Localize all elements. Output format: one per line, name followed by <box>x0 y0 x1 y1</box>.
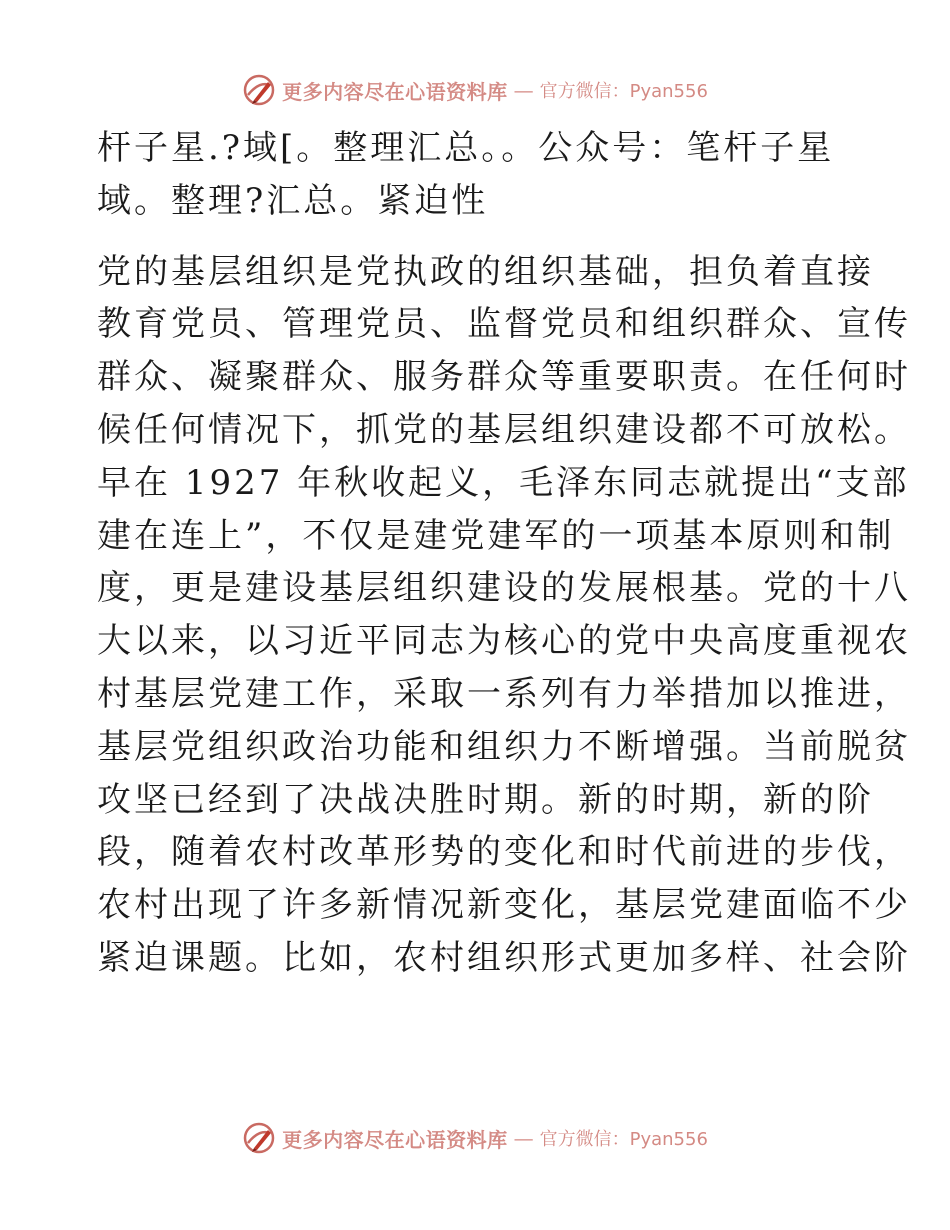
paragraph-line: 候任何情况下，抓党的基层组织建设都不可放松。 <box>97 409 911 450</box>
paragraph-line: 农村出现了许多新情况新变化，基层党建面临不少 <box>97 885 911 926</box>
paragraph-line: 段，随着农村改革形势的变化和时代前进的步伐， <box>97 832 911 873</box>
paragraph-line: 教育党员、管理党员、监督党员和组织群众、宣传 <box>97 304 911 345</box>
paragraph-line: 大以来，以习近平同志为核心的党中央高度重视农 <box>97 621 911 662</box>
watermark-wechat: 官方微信：Pyan556 <box>539 81 708 102</box>
watermark-title: 更多内容尽在心语资料库 <box>282 79 508 104</box>
paragraph-line: 早在 1927 年秋收起义，毛泽东同志就提出“支部 <box>97 462 910 503</box>
watermark-dash: — <box>513 1126 534 1150</box>
paragraph-line: 群众、凝聚群众、服务群众等重要职责。在任何时 <box>97 357 911 398</box>
heading-line-2: 域。整理?汇总。紧迫性 <box>97 180 489 221</box>
watermark-wechat: 官方微信：Pyan556 <box>539 1129 708 1150</box>
paragraph-line: 村基层党建工作，采取一系列有力举措加以推进， <box>97 673 911 714</box>
watermark-title: 更多内容尽在心语资料库 <box>282 1127 508 1152</box>
paragraph-line: 度，更是建设基层组织建设的发展根基。党的十八 <box>97 568 911 609</box>
paragraph-line: 建在连上”，不仅是建党建军的一项基本原则和制 <box>97 515 895 556</box>
pen-logo-icon <box>242 73 276 107</box>
footer-watermark <box>0 1118 950 1158</box>
watermark-dash: — <box>513 78 534 102</box>
paragraph-line: 基层党组织政治功能和组织力不断增强。当前脱贫 <box>97 726 911 767</box>
heading-line-1: 杆子星.?域[。整理汇总。。公众号：笔杆子星 <box>97 128 835 168</box>
pen-logo-icon <box>242 1121 276 1155</box>
paragraph-line: 党的基层组织是党执政的组织基础，担负着直接 <box>97 251 874 292</box>
header-watermark <box>0 70 950 110</box>
document-body <box>97 122 911 985</box>
paragraph-line: 紧迫课题。比如，农村组织形式更加多样、社会阶 <box>97 937 911 978</box>
paragraph-line: 攻坚已经到了决战决胜时期。新的时期，新的阶 <box>97 779 874 820</box>
